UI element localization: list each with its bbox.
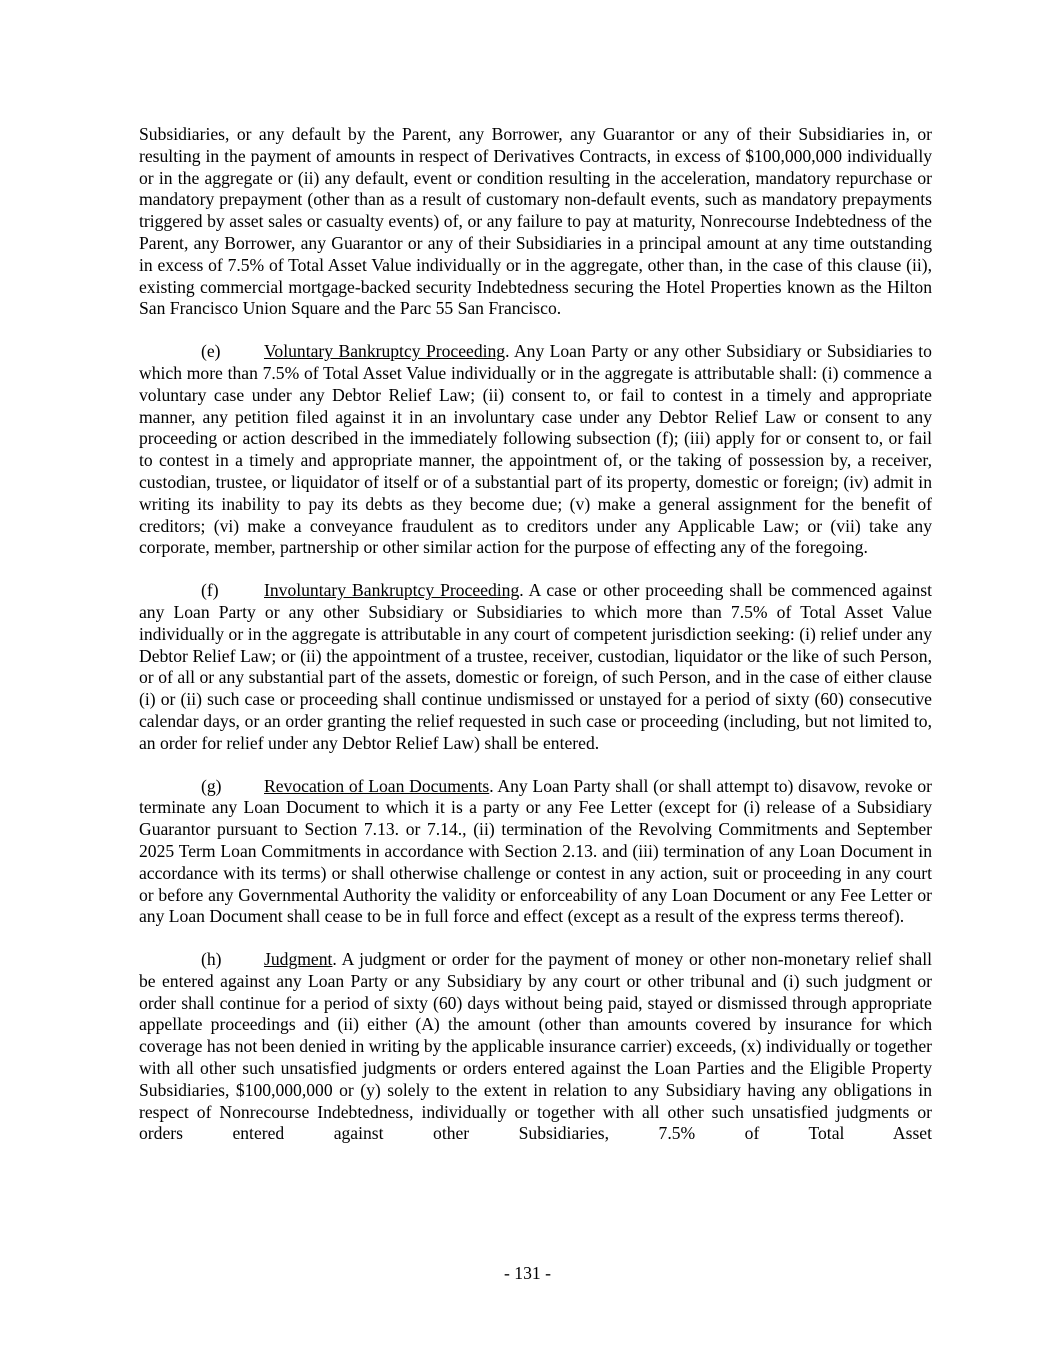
section-e-heading: Voluntary Bankruptcy Proceeding — [264, 341, 506, 362]
section-g-body: . Any Loan Party shall (or shall attempt to) disavow, revoke or terminate any Loan Document to which it is a party or any Fee Letter (except for (i) release of a Subsidiary Guarantor pursuant to Section 7.13. or 7.14., (ii) termination of the Revolving Commitments and September 2025 Term Loan Commitments in accordance with Section 2.13. and (iii) termination of any Loan Document in accordance with its terms) or shall otherwise challenge or contest in any action, suit or proceeding in any court or before any Governmental Authority the validity or enforceability of any Loan Document or any Fee Letter or any Loan Document shall cease to be in full force and effect (except as a result of the express terms thereof). — [139, 775, 932, 927]
section-e-body: . Any Loan Party or any other Subsidiary or Subsidiaries to which more than 7.5% of Total Asset Value individually or in the aggregate is attributable shall: (i) commence a voluntary case under any Debtor Relief Law; (ii) consent to, or fail to contest in a timely and appropriate manner, any petition filed against it in an involuntary case under any Debtor Relief Law or consent to any proceeding or action described in the immediately following subsection (f); (iii) apply for or consent to, or fail to contest in a timely and appropriate manner, the appointment of, or the taking of possession by, a receiver, custodian, trustee, or liquidator of itself or of a substantial part of its property, domestic or foreign; (iv) admit in writing its inability to pay its debts as they become due; (v) make a general assignment for the benefit of creditors; (vi) make a conveyance fraudulent as to creditors under any Applicable Law; or (vii) take any corporate, member, partnership or other similar action for the purpose of effecting any of the foregoing. — [139, 341, 932, 558]
section-f-label: (f) — [201, 580, 219, 601]
section-h-label: (h) — [201, 949, 222, 970]
section-f-heading: Involuntary Bankruptcy Proceeding — [264, 580, 520, 601]
section-g — [139, 776, 932, 929]
section-h-heading: Judgment — [264, 949, 333, 970]
document-page — [139, 124, 932, 1166]
section-h-body: . A judgment or order for the payment of money or other non-monetary relief shall be entered against any Loan Party or any Subsidiary by any court or other tribunal and (i) such judgment or order shall continue for a period of sixty (60) days without being paid, stayed or dismissed through appropriate appellate proceedings and (ii) either (A) the amount (other than amounts covered by insurance for which coverage has not been denied in writing by the applicable insurance carrier) exceeds, (x) individually or together with all other such unsatisfied judgments or orders entered against the Loan Parties and the Eligible Property Subsidiaries, $100,000,000 or (y) solely to the extent in relation to any Subsidiary having any obligations in respect of Nonrecourse Indebtedness, individually or together with all other such unsatisfied judgments or orders entered against other Subsidiaries, 7.5% of Total Asset — [139, 949, 932, 1144]
paragraph-continuation: Subsidiaries, or any default by the Parent, any Borrower, any Guarantor or any of their Subsidiaries in, or resulting in the payment of amounts in respect of Derivatives Contracts, in excess of $100,000,000 individually or in the aggregate or (ii) any default, event or condition resulting in the acceleration, mandatory repurchase or mandatory prepayment (other than as a result of customary non-default events, such as mandatory prepayments triggered by asset sales or casualty events) of, or any failure to pay at maturity, Nonrecourse Indebtedness of the Parent, any Borrower, any Guarantor or any of their Subsidiaries in a principal amount at any time outstanding in excess of 7.5% of Total Asset Value individually or in the aggregate, other than, in the case of this clause (ii), existing commercial mortgage-backed security Indebtedness securing the Hotel Properties known as the Hilton San Francisco Union Square and the Parc 55 San Francisco. — [139, 124, 932, 319]
section-f-body: . A case or other proceeding shall be commenced against any Loan Party or any other Subsidiary or Subsidiaries to which more than 7.5% of Total Asset Value individually or in the aggregate is attributable in any court of competent jurisdiction seeking: (i) relief under any Debtor Relief Law; or (ii) the appointment of a trustee, receiver, custodian, liquidator or the like of such Person, or of all or any substantial part of the assets, domestic or foreign, of such Person, and in the case of either clause (i) or (ii) such case or proceeding shall continue undismissed or unstayed for a period of sixty (60) consecutive calendar days, or an order granting the relief requested in such case or proceeding (including, but not limited to, an order for relief under any Debtor Relief Law) shall be entered. — [139, 580, 932, 753]
page-number: - 131 - — [504, 1263, 551, 1283]
section-g-heading: Revocation of Loan Documents — [264, 775, 490, 796]
section-h — [139, 949, 932, 1145]
section-e-label: (e) — [201, 341, 221, 362]
section-f — [139, 580, 932, 754]
section-g-label: (g) — [201, 775, 222, 796]
section-e — [139, 341, 932, 559]
